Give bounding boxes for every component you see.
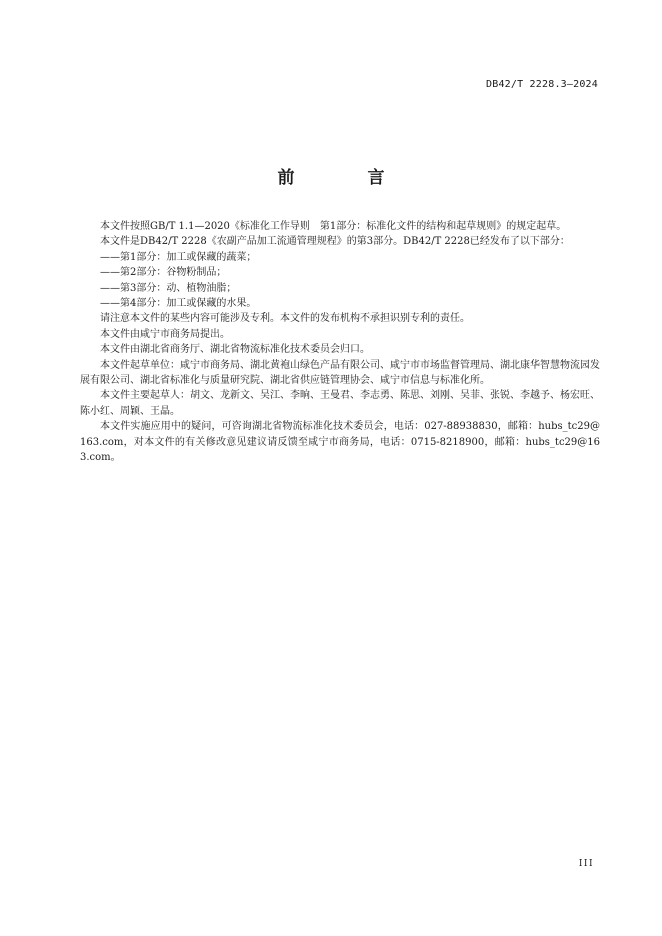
list-item: ——第2部分：谷物粉制品；	[100, 267, 227, 279]
page-number: III	[578, 859, 594, 869]
paragraph-drafters: 本文件主要起草人：胡文、龙新文、吴江、李晌、王曼君、李志勇、陈思、刘刚、吴菲、张锐、李越予、杨宏旺、陈小红、周颖、王晶。	[80, 390, 600, 417]
list-item: ——第1部分：加工或保藏的蔬菜；	[100, 251, 257, 263]
paragraph-patent-notice: 请注意本文件的某些内容可能涉及专利。本文件的发布机构不承担识别专利的责任。	[100, 313, 470, 325]
paragraph-proposer: 本文件由咸宁市商务局提出。	[100, 328, 230, 340]
list-item: ——第4部分：加工或保藏的水果。	[100, 298, 257, 310]
standard-code: DB42/T 2228.3—2024	[486, 79, 598, 90]
paragraph-drafting-units: 本文件起草单位：咸宁市商务局、湖北黄袍山绿色产品有限公司、咸宁市市场监督管理局、湖北康华智慧物流园发展有限公司、湖北省标准化与质量研究院、湖北省供应链管理协会、咸宁市信息与标准化所。	[80, 359, 600, 387]
paragraph-centralized-by: 本文件由湖北省商务厅、湖北省物流标准化技术委员会归口。	[100, 344, 370, 356]
foreword-body	[80, 219, 600, 466]
list-item: ——第3部分：动、植物油脂；	[100, 282, 237, 294]
paragraph-series-info: 本文件是DB42/T 2228《农副产品加工流通管理规程》的第3部分。DB42/T 2228已经发布了以下部分：	[100, 236, 570, 248]
paragraph-drafting-rules: 本文件按照GB/T 1.1—2020《标准化工作导则 第1部分：标准化文件的结构和起草规则》的规定起草。	[100, 221, 567, 232]
paragraph-contact: 本文件实施应用中的疑问，可咨询湖北省物流标准化技术委员会，电话：027-88938830，邮箱：hubs_tc29@163.com，对本文件的有关修改意见建议请反馈至咸宁市商务局，电话：0715-8218900，邮箱：hubs_tc29@163.com。	[80, 421, 600, 464]
page-title: 前 言	[277, 168, 413, 188]
